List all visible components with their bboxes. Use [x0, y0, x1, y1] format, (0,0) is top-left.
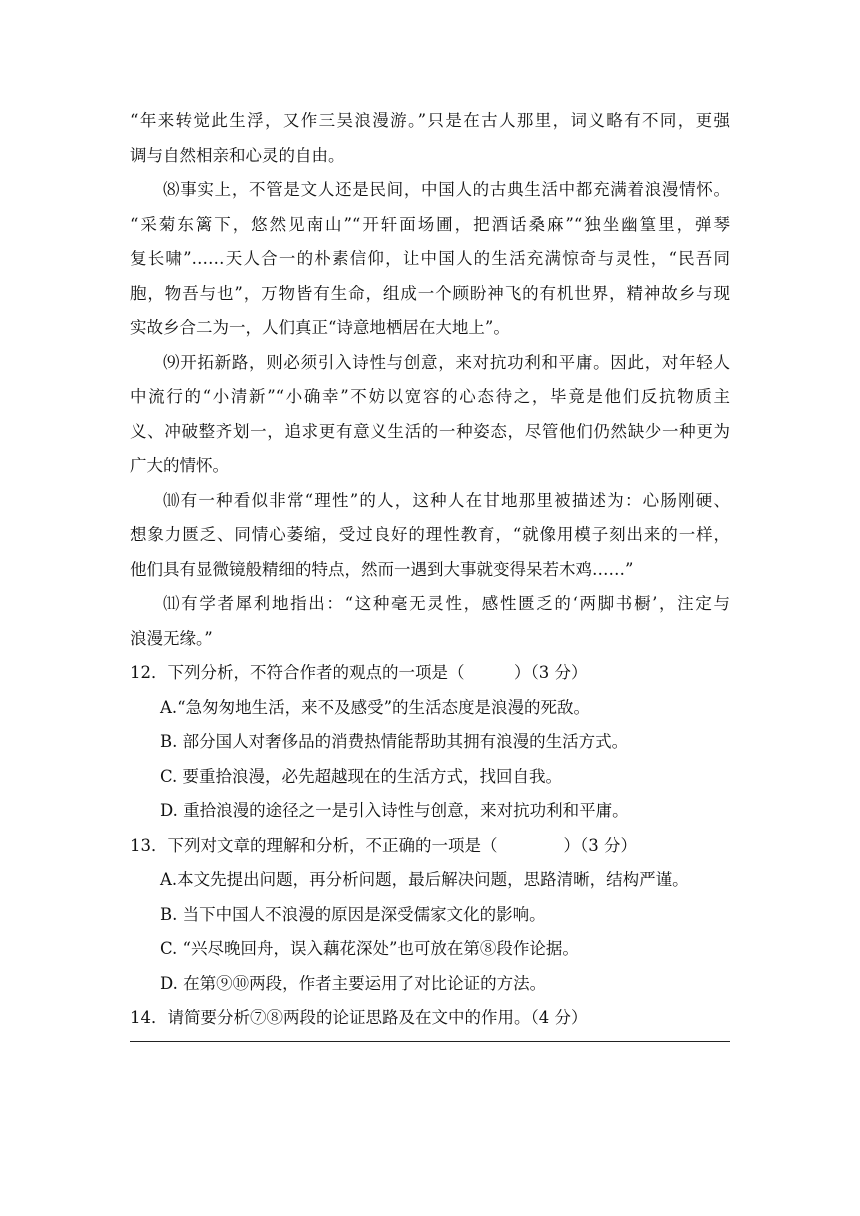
question-stem: 13．下列对文章的理解和分析，不正确的一项是（ ）（3 分）	[130, 835, 637, 855]
paragraph-7-continuation	[130, 104, 730, 173]
option-a: A.本文先提出问题，再分析问题，最后解决问题，思路清晰，结构严谨。	[160, 870, 689, 889]
text-line: 义、冲破整齐划一，追求更有意义生活的一种姿态，尽管他们仍然缺少一种更为	[130, 421, 730, 441]
text-line: ⑾有学者犀利地指出：“这种毫无灵性，感性匮乏的‘两脚书橱’，注定与	[163, 594, 730, 613]
question-stem: 14．请简要分析⑦⑧两段的论证思路及在文中的作用。（4 分）	[130, 1008, 588, 1027]
text-line: ⑽有一种看似非常“理性”的人，这种人在甘地那里被描述为：心肠刚硬、	[163, 490, 730, 510]
text-line: 复长啸”……天人合一的朴素信仰，让中国人的生活充满惊奇与灵性，“民吾同	[130, 249, 730, 268]
option-b: B. 部分国人对奢侈品的消费热情能帮助其拥有浪漫的生活方式。	[160, 732, 629, 751]
text-line: ⑼开拓新路，则必须引入诗性与创意，来对抗功利和平庸。因此，对年轻人	[163, 352, 730, 372]
paragraph-8	[130, 173, 730, 346]
paragraph-11	[130, 587, 730, 656]
question-12	[130, 656, 730, 829]
text-line: 胞，物吾与也”，万物皆有生命，组成一个顾盼神飞的有机世界，精神故乡与现	[130, 283, 730, 303]
text-line: “年来转觉此生浮，又作三吴浪漫游。”只是在古人那里，词义略有不同，更强	[130, 111, 730, 130]
text-line: 实故乡合二为一，人们真正“诗意地栖居在大地上”。	[130, 318, 510, 337]
paragraph-9	[130, 346, 730, 484]
text-line: 调与自然相亲和心灵的自由。	[130, 145, 345, 165]
option-a: A.“急匆匆地生活，来不及感受”的生活态度是浪漫的死敌。	[160, 697, 591, 717]
option-b: B. 当下中国人不浪漫的原因是深受儒家文化的影响。	[160, 904, 546, 924]
paragraph-10	[130, 484, 730, 588]
question-stem: 12．下列分析，不符合作者的观点的一项是（ ）（3 分）	[130, 663, 588, 682]
option-d: D. 重拾浪漫的途径之一是引入诗性与创意，来对抗功利和平庸。	[160, 801, 629, 820]
text-line: 中流行的“小清新”“小确幸”不妨以宽容的心态待之，毕竟是他们反抗物质主	[130, 387, 730, 406]
text-line: 广大的情怀。	[130, 456, 229, 475]
question-13	[130, 829, 730, 1002]
question-14	[130, 1001, 730, 1036]
text-line: “采菊东篱下，悠然见南山”“开轩面场圃，把酒话桑麻”“独坐幽篁里，弹琴	[130, 214, 730, 234]
option-d: D. 在第⑨⑩两段，作者主要运用了对比论证的方法。	[160, 973, 547, 993]
option-c: C. “兴尽晚回舟，误入藕花深处”也可放在第⑧段作论据。	[160, 939, 579, 958]
text-line: 浪漫无缘。”	[130, 628, 213, 648]
text-line: 想象力匮乏、同情心萎缩，受过良好的理性教育，“就像用模子刻出来的一样，	[130, 525, 730, 544]
text-line: ⑻事实上，不管是文人还是民间，中国人的古典生活中都充满着浪漫情怀。	[163, 180, 730, 199]
article-body	[130, 104, 730, 1036]
text-line: 他们具有显微镜般精细的特点，然而一遇到大事就变得呆若木鸡……”	[130, 559, 634, 579]
answer-line[interactable]	[130, 1041, 730, 1042]
option-c: C. 要重拾浪漫，必先超越现在的生活方式，找回自我。	[160, 766, 563, 786]
